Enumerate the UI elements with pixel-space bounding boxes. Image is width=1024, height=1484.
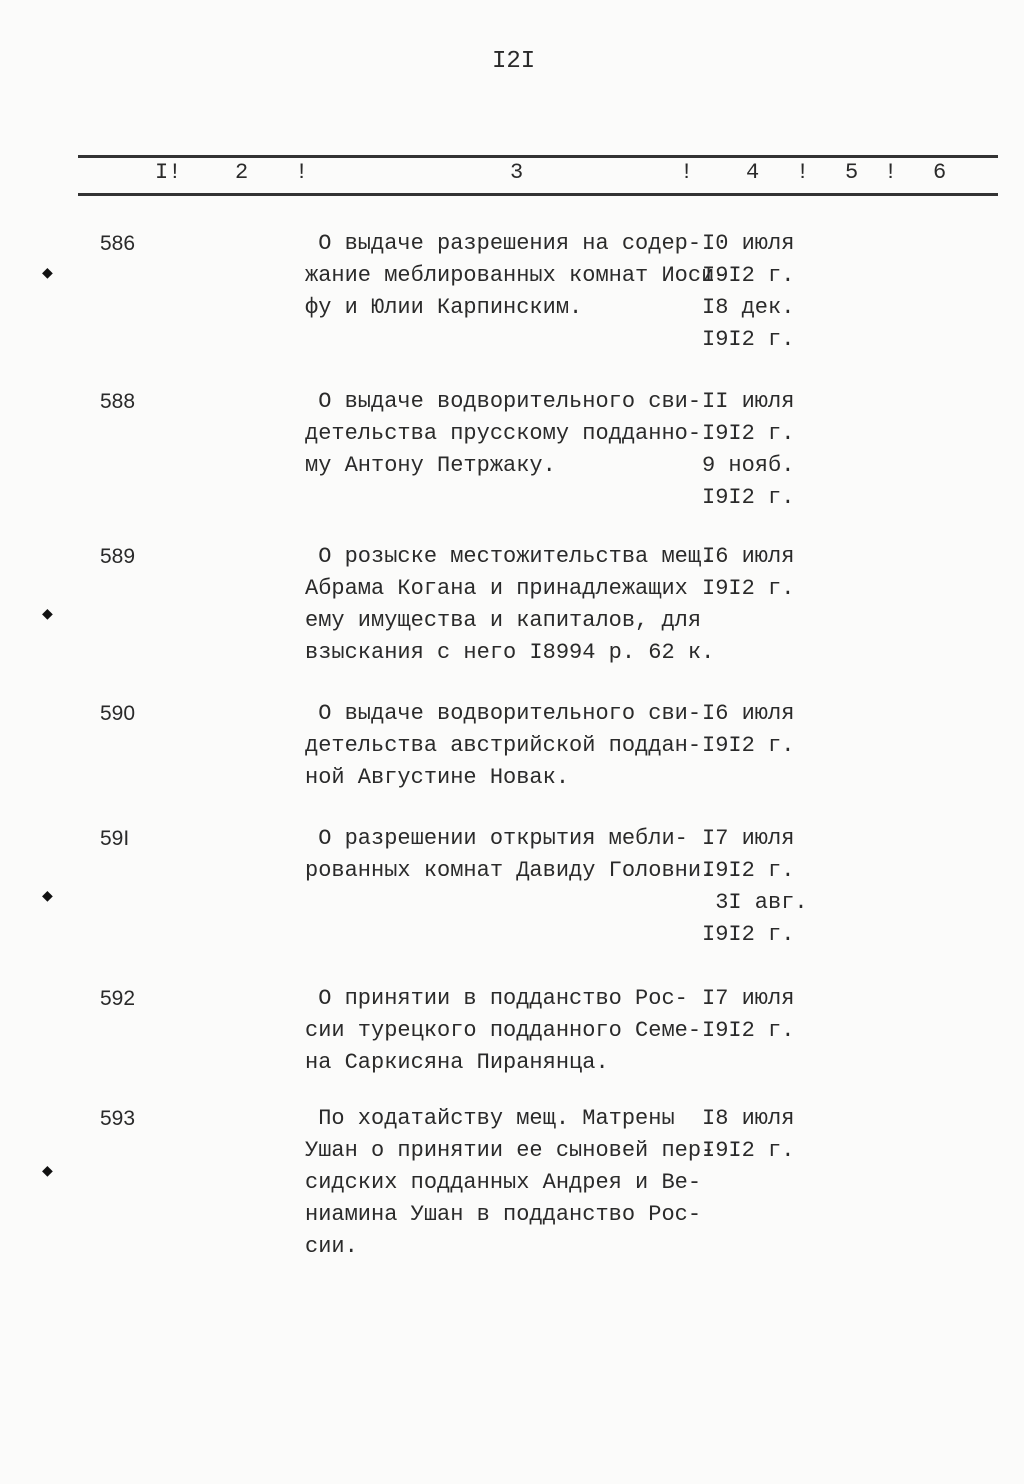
date-line: I6 июля [702, 544, 795, 569]
case-number: 586 [100, 232, 136, 255]
description-line: Ушан о принятии ее сыновей пер- [305, 1138, 715, 1163]
date-line: II июля [702, 389, 795, 414]
date-line: I9I2 г. [702, 1018, 795, 1043]
date-line: 3I авг. [702, 890, 808, 915]
header-col3: 3 [510, 160, 524, 185]
date-line: I9I2 г. [702, 858, 795, 883]
header-bottom-rule [78, 193, 998, 196]
date-line: I8 дек. [702, 295, 795, 320]
description-line: Абрама Когана и принадлежащих [305, 576, 688, 601]
date-line: I9I2 г. [702, 421, 795, 446]
date-line: I9I2 г. [702, 922, 795, 947]
date-line: I9I2 г. [702, 485, 795, 510]
case-description [305, 823, 714, 887]
header-top-rule [78, 155, 998, 158]
punch-hole-mark: ◆ [42, 605, 53, 625]
case-dates [702, 698, 794, 762]
header-col2: 2 [235, 160, 249, 185]
case-number: 593 [100, 1107, 136, 1130]
header-sep: ! [884, 160, 898, 185]
header-sep: ! [796, 160, 810, 185]
date-line: I9I2 г. [702, 1138, 795, 1163]
date-line: I8 июля [702, 1106, 795, 1131]
description-line: фу и Юлии Карпинским. [305, 295, 583, 320]
date-line: I7 июля [702, 986, 795, 1011]
date-line: 9 нояб. [702, 453, 795, 478]
description-line: детельства прусскому подданно- [305, 421, 702, 446]
description-line: сидских подданных Андрея и Ве- [305, 1170, 702, 1195]
punch-hole-mark: ◆ [42, 1162, 53, 1182]
case-number: 589 [100, 545, 136, 568]
date-line: I9I2 г. [702, 733, 795, 758]
case-dates [702, 823, 808, 951]
description-line: О выдаче разрешения на содер- [305, 231, 702, 256]
case-description [305, 228, 727, 324]
header-col4: 4 [746, 160, 760, 185]
description-line: взыскания с него I8994 р. 62 к. [305, 640, 715, 665]
case-description [305, 541, 714, 669]
date-line: I9I2 г. [702, 327, 795, 352]
description-line: О принятии в подданство Рос- [305, 986, 688, 1011]
description-line: му Антону Петржаку. [305, 453, 556, 478]
case-dates [702, 1103, 794, 1167]
punch-hole-mark: ◆ [42, 264, 53, 284]
date-line: I9I2 г. [702, 263, 795, 288]
case-description [305, 983, 701, 1079]
case-description [305, 1103, 714, 1263]
description-line: ниамина Ушан в подданство Рос- [305, 1202, 702, 1227]
description-line: на Саркисяна Пиранянца. [305, 1050, 609, 1075]
case-number: 588 [100, 390, 136, 413]
case-dates [702, 983, 794, 1047]
description-line: О разрешении открытия мебли- [305, 826, 688, 851]
case-dates [702, 541, 794, 605]
case-description [305, 698, 701, 794]
description-line: детельства австрийской поддан- [305, 733, 702, 758]
date-line: I9I2 г. [702, 576, 795, 601]
date-line: I6 июля [702, 701, 795, 726]
punch-hole-mark: ◆ [42, 887, 53, 907]
date-line: I7 июля [702, 826, 795, 851]
header-col1: I! [155, 160, 182, 185]
description-line: О выдаче водворительного сви- [305, 389, 702, 414]
description-line: О розыске местожительства мещ. [305, 544, 715, 569]
date-line: I0 июля [702, 231, 795, 256]
case-description [305, 386, 701, 482]
case-number: 590 [100, 702, 136, 725]
description-line: ему имущества и капиталов, для [305, 608, 702, 633]
header-col5: 5 [845, 160, 859, 185]
description-line: рованных комнат Давиду Головни. [305, 858, 715, 883]
case-number: 592 [100, 987, 136, 1010]
description-line: сии. [305, 1234, 358, 1259]
case-dates [702, 386, 794, 514]
header-sep: ! [680, 160, 694, 185]
description-line: сии турецкого подданного Семе- [305, 1018, 702, 1043]
case-dates [702, 228, 794, 356]
description-line: О выдаче водворительного сви- [305, 701, 702, 726]
header-col6: 6 [933, 160, 947, 185]
description-line: По ходатайству мещ. Матрены [305, 1106, 675, 1131]
page-number: I2I [492, 48, 536, 75]
header-sep: ! [295, 160, 309, 185]
description-line: ной Августине Новак. [305, 765, 570, 790]
description-line: жание меблированных комнат Иоси- [305, 263, 728, 288]
case-number: 59I [100, 827, 130, 850]
